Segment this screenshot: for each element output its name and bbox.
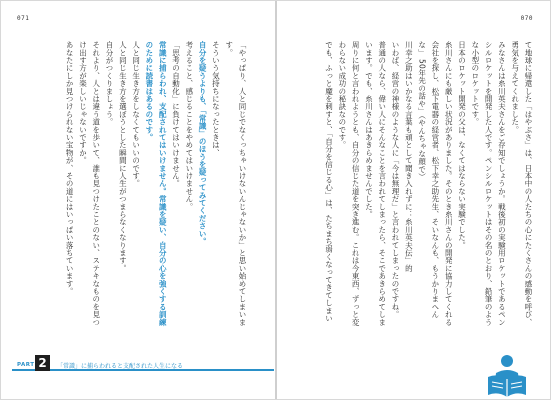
right-page	[277, 1, 551, 400]
paragraph: 糸川さんにも厳しい状況がありました。そのとき糸川さんの開発に協力してくれる会社を探し、松下電器の経営者、松下幸之助先生、そいなんも、もうかりまへんな」 50年先の話や」（やんちゃな顔で）	[417, 41, 454, 326]
paragraph: それより、人とは違う道を歩いて、誰も見つけたことのない、ステキなものを見つけ出す方が楽しいじゃないですか。	[78, 41, 101, 326]
paragraph: 考えること、感じることをやめてはいけません。	[184, 41, 194, 211]
part-label: PART	[17, 362, 35, 368]
paragraph: 普通の人なら、偉い人にそんなことを言われてしまったら、そこであきらめてしまいます。でも、糸川さんはあきらめませんでした。	[364, 41, 387, 326]
left-page-number: 071	[17, 15, 30, 22]
part-number: 2	[35, 355, 50, 371]
paragraph: そういう気持ちになったときは、	[211, 41, 221, 157]
paragraph: 川幸之助はいかなる言葉も頑として聞き入れずに：糸川英夫伝」的	[404, 41, 414, 272]
right-page-number: 070	[520, 15, 533, 22]
part-title-rest: 」に捕らわれると支配された人生になる	[75, 363, 184, 370]
paragraph: 日本のロケット開発の父は、なくてはならない実験でした。	[457, 41, 467, 249]
part-title	[57, 361, 183, 370]
paragraph: 人と同じ生き方を選ぼうとした瞬間に人生がつまらなくなります。	[118, 41, 128, 272]
left-page-body	[39, 41, 249, 331]
paragraph: 「やっぱり、人と同じでなくっちゃいけないんじゃないか」と思い始めてしまいます。	[224, 41, 247, 326]
part-title-keyword: 常識	[63, 363, 76, 370]
paragraph: あなたにしか見つけられない宝物が、その道にはいっぱい落ちています。	[65, 41, 75, 296]
paragraph: いわば、経営の神様のような人に「今は無理だ」と言われてしまったのですね。	[391, 41, 401, 319]
paragraph: 「思考の自動化」に負けてはいけません。	[171, 41, 181, 188]
paragraph: 自分を疑うよりも、「常識」のほうを疑ってみてください。	[198, 41, 208, 246]
part-title-open: 「	[57, 363, 64, 370]
left-page	[1, 1, 275, 400]
paragraph: 自分がつくりましょう。	[105, 41, 115, 126]
paragraph: て地球に帰還した「はやぶさ」は、日本中の人たちの心にたくさんの感動を呼び、勇気を与えてくれました。	[510, 41, 533, 326]
paragraph: でも、ふっと魔を刺すと、「自分を信じる心」は、たちまち弱くなってきてしまい	[324, 41, 334, 323]
right-page-body	[303, 41, 535, 331]
paragraph: 周りに何と言われようとも、自分の信じた道を突き進む。これは今東西、ずっと変わらない成功の秘訣なのです。	[337, 41, 361, 326]
paragraph: みなさんは糸川英夫さんをご存知でしょうか。戦後初の実験用ロケットであるペンシルロケットを開発した人です。ペンシルロケットはその名のとおり、鉛筆のような小型のロケットです。	[470, 41, 507, 326]
reading-mascot-icon	[482, 351, 532, 399]
paragraph: 人と同じ生き方をしなくてもいいのです。	[131, 41, 141, 188]
paragraph: 常識に捕らわれ、支配されてはいけません。常識を疑い、自分の心を強くする訓練のために読書はあるのです。	[144, 41, 168, 326]
